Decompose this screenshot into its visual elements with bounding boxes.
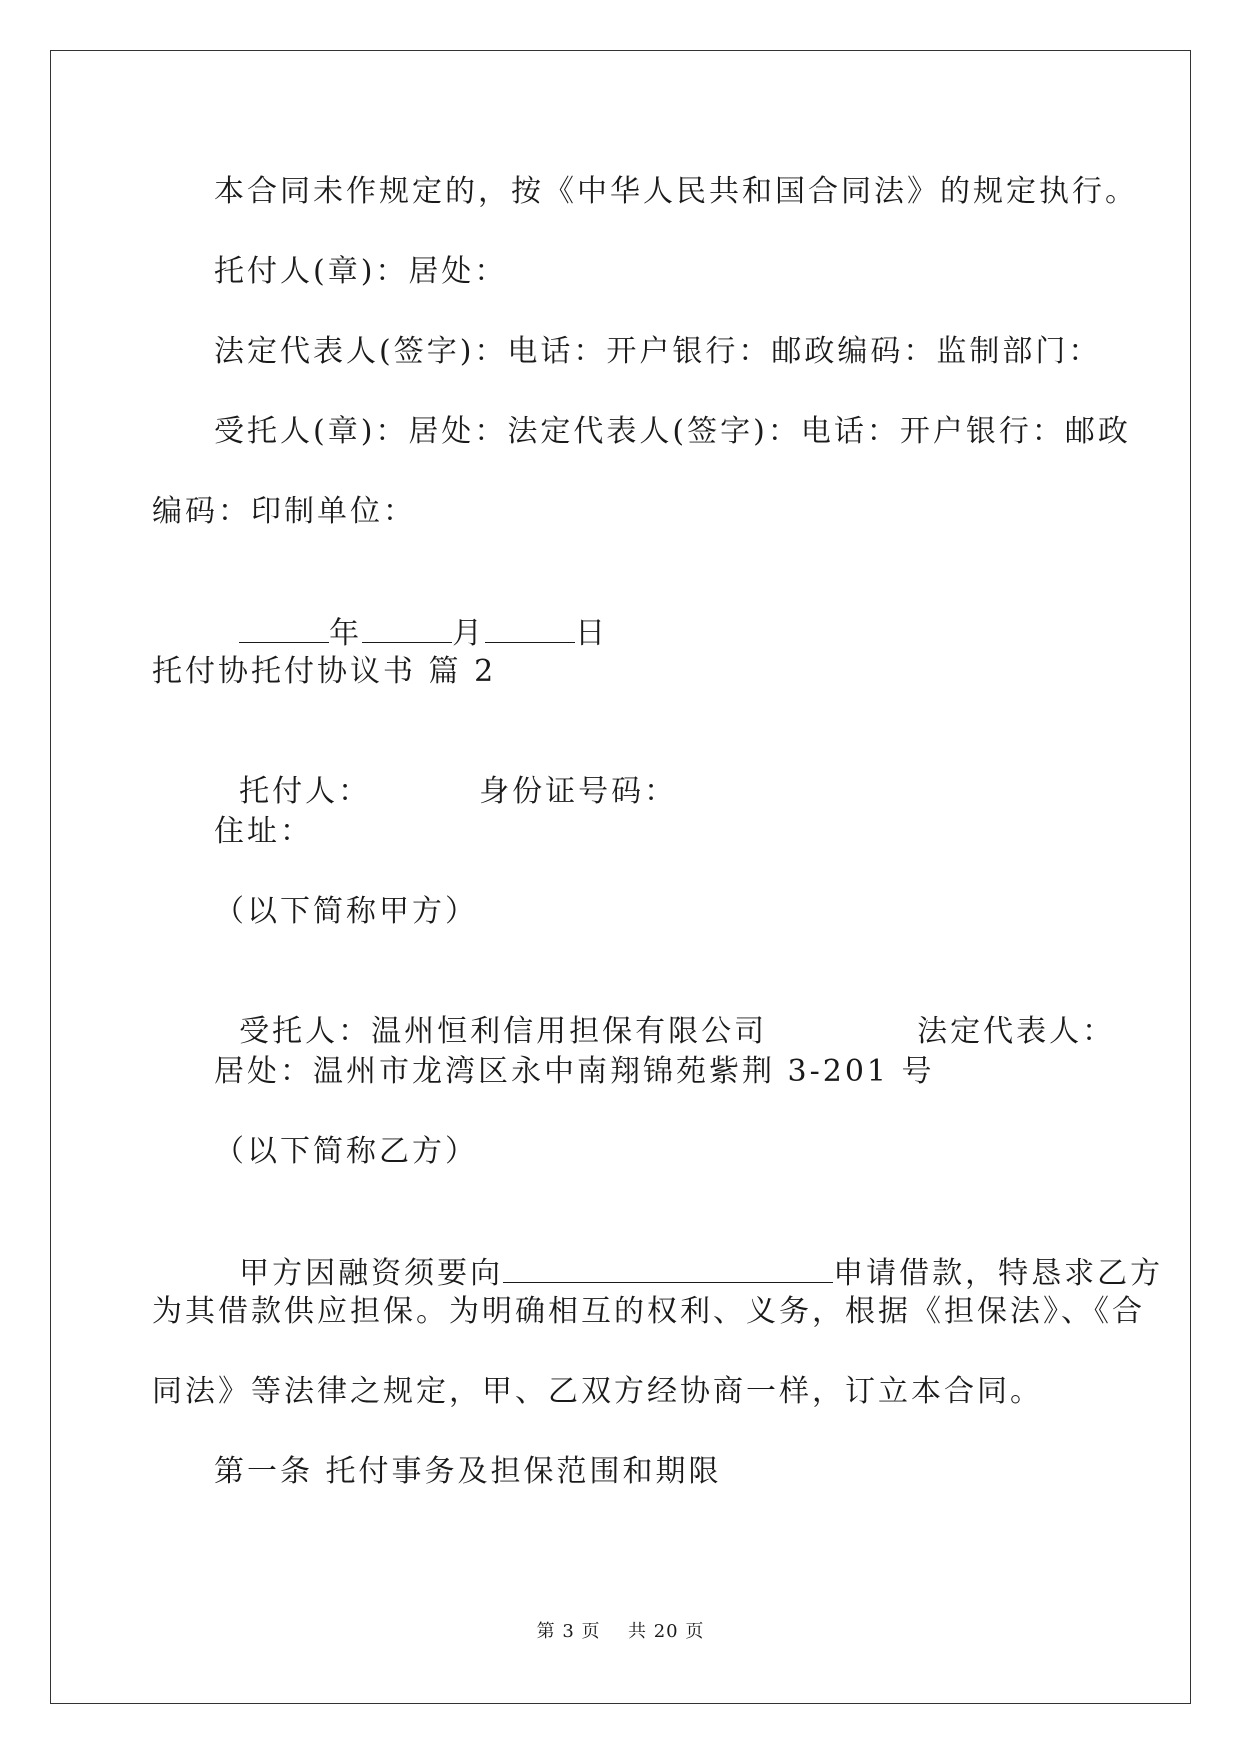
id-number-label: 身份证号码： — [479, 774, 678, 809]
article-heading: 第一条 托付事务及担保范围和期限 — [214, 1454, 722, 1489]
paragraph-line: 托付人(章)：居处： — [214, 254, 508, 289]
text-segment: 甲方因融资须要向 — [239, 1256, 504, 1291]
date-year-label: 年 — [329, 616, 363, 651]
paragraph-line: 为其借款供应担保。为明确相互的权利、义务，根据《担保法》、《合 — [152, 1294, 1145, 1329]
page-total: 共 20 页 — [628, 1621, 705, 1642]
legal-rep-label: 法定代表人： — [917, 1014, 1116, 1049]
paragraph-line: 受托人(章)：居处：法定代表人(签字)：电话：开户银行：邮政 — [214, 414, 1131, 449]
principal-label: 托付人： — [239, 774, 372, 809]
text-segment: 申请借款，特恳求乙方 — [833, 1256, 1164, 1291]
paragraph-line: 居处：温州市龙湾区永中南翔锦苑紫荆 3-201 号 — [214, 1054, 935, 1089]
blank-underline — [503, 1252, 833, 1283]
page-footer — [0, 1620, 1241, 1644]
date-day-label: 日 — [575, 616, 609, 651]
paragraph-line — [214, 732, 677, 812]
paragraph-line — [214, 972, 1115, 1052]
page-number: 第 3 页 — [536, 1621, 601, 1642]
date-line — [214, 572, 608, 654]
paragraph-line: 编码：印制单位： — [152, 494, 416, 529]
paragraph-line: 本合同未作规定的，按《中华人民共和国合同法》的规定执行。 — [214, 174, 1138, 209]
blank-underline — [485, 612, 575, 643]
paragraph-line: （以下简称甲方） — [214, 894, 478, 929]
paragraph-line: （以下简称乙方） — [214, 1134, 478, 1169]
date-month-label: 月 — [452, 616, 486, 651]
paragraph-line: 法定代表人(签字)：电话：开户银行：邮政编码：监制部门： — [214, 334, 1102, 369]
paragraph-line: 住址： — [214, 814, 313, 849]
agent-label: 受托人：温州恒利信用担保有限公司 — [239, 1014, 768, 1049]
paragraph-line — [214, 1212, 1163, 1294]
section-heading: 托付协托付协议书 篇 2 — [152, 654, 497, 689]
blank-underline — [362, 612, 452, 643]
paragraph-line: 同法》等法律之规定，甲、乙双方经协商一样，订立本合同。 — [152, 1374, 1043, 1409]
blank-underline — [239, 612, 329, 643]
